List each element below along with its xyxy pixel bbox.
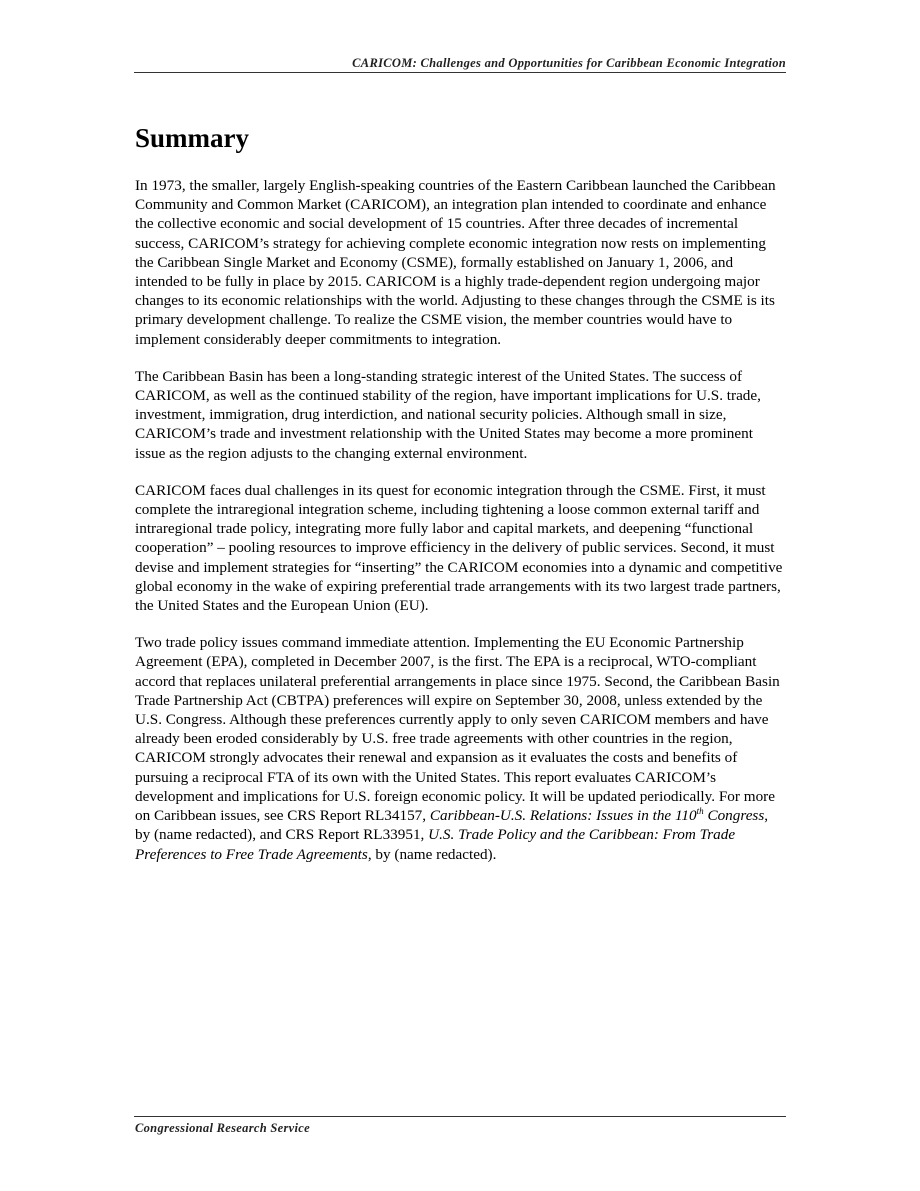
header-divider xyxy=(134,72,786,73)
paragraph-2: The Caribbean Basin has been a long-standing strategic interest of the United States. The success of CARICOM, as well as the continued stability of the region, have important implications for U.S. trade, investment, immigration, drug interdiction, and national security policies. Although small in size, CARICOM’s trade and investment relationship with the United States may become a more prominent issue as the region adjusts to the changing external environment. xyxy=(135,367,761,462)
paragraph-3: CARICOM faces dual challenges in its quest for economic integration through the CSME. First, it must complete the intraregional integration scheme, including tightening a loose common external tariff and intraregional trade policy, integrating more fully labor and capital markets, and deepening “functional cooperation” – pooling resources to improve efficiency in the delivery of public services. Second, it must devise and implement strategies for “inserting” the CARICOM economies into a dynamic and competitive global economy in the wake of expiring preferential trade arrangements with its two largest trade partners, the United States and the European Union (EU). xyxy=(135,481,783,615)
footer-divider xyxy=(134,1116,786,1117)
paragraph-4-text-a: Two trade policy issues command immediate attention. Implementing the EU Economic Partnership Agreement (EPA), completed in December 2007, is the first. The EPA is a reciprocal, WTO-compliant accord that replaces unilateral preferential arrangements in place since 1975. Second, the Caribbean Basin Trade Partnership Act (CBTPA) preferences will expire on September 30, 2008, unless extended by the U.S. Congress. Although these preferences currently apply to only seven CARICOM members and have already been eroded considerably by U.S. free trade agreements with other countries in the region, CARICOM strongly advocates their renewal and expansion as it evaluates the costs and benefits of pursuing a reciprocal FTA of its own with the United States. This report evaluates CARICOM’s development and implications for U.S. foreign economic policy. It will be updated periodically. For more on Caribbean issues, see CRS Report RL34157, xyxy=(135,634,780,825)
footer-label: Congressional Research Service xyxy=(135,1121,310,1135)
summary-body xyxy=(135,176,786,882)
report-title-rl34157-part-b: Congress xyxy=(703,807,765,825)
paragraph-4-text-c: , by (name redacted). xyxy=(367,845,497,863)
paragraph-4-text-b: , by (name redacted), and CRS Report RL33951, xyxy=(135,807,769,844)
report-title-rl34157-part-a: Caribbean-U.S. Relations: Issues in the 110 xyxy=(429,807,697,825)
report-title-rl33951: U.S. Trade Policy and the Caribbean: From Trade Preferences to Free Trade Agreements xyxy=(135,826,736,863)
paragraph-1: In 1973, the smaller, largely English-speaking countries of the Eastern Caribbean launched the Caribbean Community and Common Market (CARICOM), an integration plan intended to coordinate and enhance the collective economic and social development of 15 countries. After three decades of incremental success, CARICOM’s strategy for achieving complete economic integration now rests on implementing the Caribbean Single Market and Economy (CSME), formally established on January 1, 2006, and intended to be fully in place by 2015. CARICOM is a highly trade-dependent region undergoing major changes to its economic relationships with the world. Adjusting to these changes through the CSME is its primary development challenge. To realize the CSME vision, the member countries would have to implement considerably deeper commitments to integration. xyxy=(135,177,776,348)
paragraph-4 xyxy=(135,633,786,863)
page-title: Summary xyxy=(135,123,249,153)
running-header-title: CARICOM: Challenges and Opportunities for Caribbean Economic Integration xyxy=(352,56,786,70)
report-title-rl34157 xyxy=(430,807,764,824)
ordinal-suffix: th xyxy=(696,806,704,817)
